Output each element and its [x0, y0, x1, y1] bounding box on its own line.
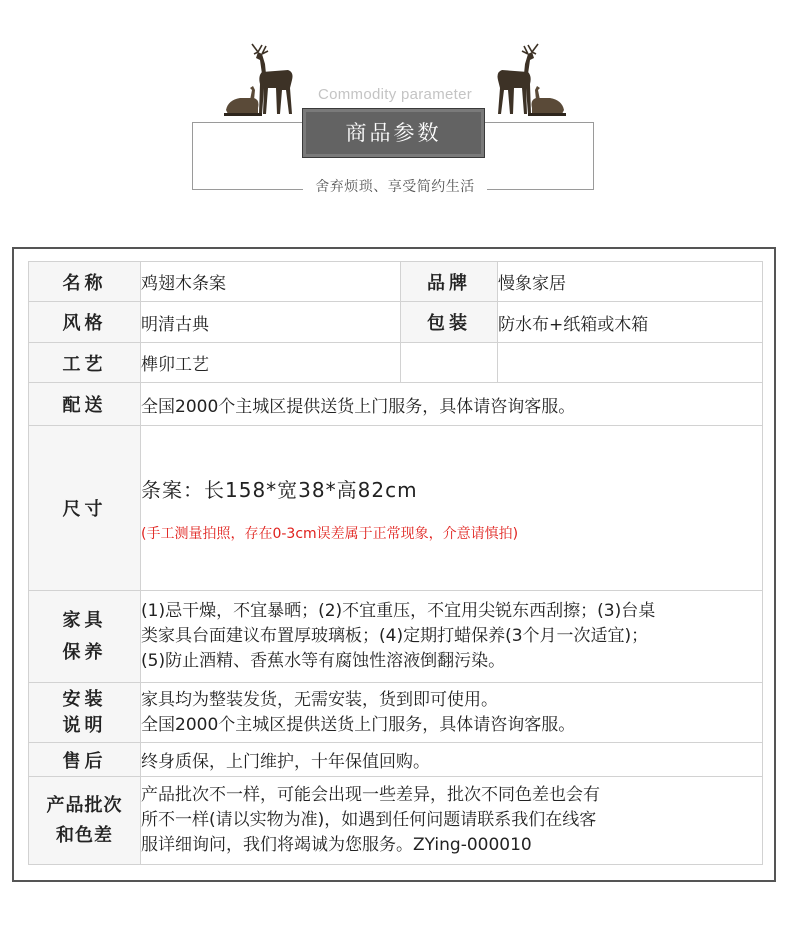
size-cell: [141, 426, 763, 591]
batch-label-line: 产品批次: [46, 794, 123, 816]
header: [0, 0, 790, 210]
size-label: 尺寸: [29, 426, 141, 591]
slogan-row: [0, 176, 790, 196]
batch-value: [141, 777, 763, 865]
params-table: [28, 261, 763, 865]
care-value: [141, 591, 763, 683]
brand-value: 慢象家居: [498, 262, 763, 302]
name-label: 名称: [29, 262, 141, 302]
care-line: (5)防止酒精、香蕉水等有腐蚀性溶液倒翻污染。: [141, 651, 506, 671]
empty-cell: [401, 343, 498, 383]
table-row: [29, 262, 763, 302]
table-row: [29, 426, 763, 591]
care-label-line: 保养: [62, 641, 107, 663]
table-row: [29, 302, 763, 343]
install-value: [141, 683, 763, 743]
batch-line: 所不一样(请以实物为准)，如遇到任何问题请联系我们在线客: [141, 810, 597, 830]
table-row: [29, 591, 763, 683]
size-value: 条案：长158*宽38*高82cm: [141, 477, 418, 502]
size-note: (手工测量拍照，存在0-3cm误差属于正常现象，介意请慎拍): [141, 525, 519, 542]
install-line: 家具均为整装发货，无需安装，货到即可使用。: [141, 689, 498, 710]
aftersale-label: 售后: [29, 743, 141, 777]
care-label: [29, 591, 141, 683]
table-row: [29, 343, 763, 383]
pack-value: 防水布+纸箱或木箱: [498, 302, 763, 343]
aftersale-value: 终身质保，上门维护，十年保值回购。: [141, 743, 763, 777]
params-frame: [12, 247, 776, 882]
table-row: [29, 743, 763, 777]
delivery-label: 配送: [29, 383, 141, 426]
batch-line: 产品批次不一样，可能会出现一些差异，批次不同色差也会有: [141, 785, 600, 805]
craft-value: 榫卯工艺: [141, 343, 401, 383]
delivery-value: 全国2000个主城区提供送货上门服务，具体请咨询客服。: [141, 383, 763, 426]
subtitle-english: Commodity parameter: [317, 86, 473, 103]
batch-line: 服详细询问，我们将竭诚为您服务。ZYing-000010: [141, 835, 532, 855]
batch-label-line: 和色差: [56, 824, 113, 846]
care-line: (1)忌干燥，不宜暴晒；(2)不宜重压，不宜用尖锐东西刮擦；(3)台桌: [141, 601, 656, 621]
table-row: [29, 383, 763, 426]
style-label: 风格: [29, 302, 141, 343]
deer-left-icon: [222, 42, 312, 118]
pack-label: 包装: [401, 302, 498, 343]
batch-label: [29, 777, 141, 865]
care-line: 类家具台面建议布置厚玻璃板；(4)定期打蜡保养(3个月一次适宜)；: [141, 626, 649, 646]
section-title: 商品参数: [302, 108, 485, 158]
install-label-line: 说明: [62, 714, 107, 736]
style-value: 明清古典: [141, 302, 401, 343]
deer-right-icon: [478, 42, 568, 118]
install-line: 全国2000个主城区提供送货上门服务，具体请咨询客服。: [141, 714, 576, 735]
craft-label: 工艺: [29, 343, 141, 383]
table-row: [29, 683, 763, 743]
care-label-line: 家具: [62, 609, 107, 631]
table-row: [29, 777, 763, 865]
install-label: [29, 683, 141, 743]
install-label-line: 安装: [62, 688, 107, 710]
brand-label: 品牌: [401, 262, 498, 302]
empty-cell: [498, 343, 763, 383]
slogan: 舍弃烦琐、享受简约生活: [303, 176, 487, 196]
name-value: 鸡翅木条案: [141, 262, 401, 302]
